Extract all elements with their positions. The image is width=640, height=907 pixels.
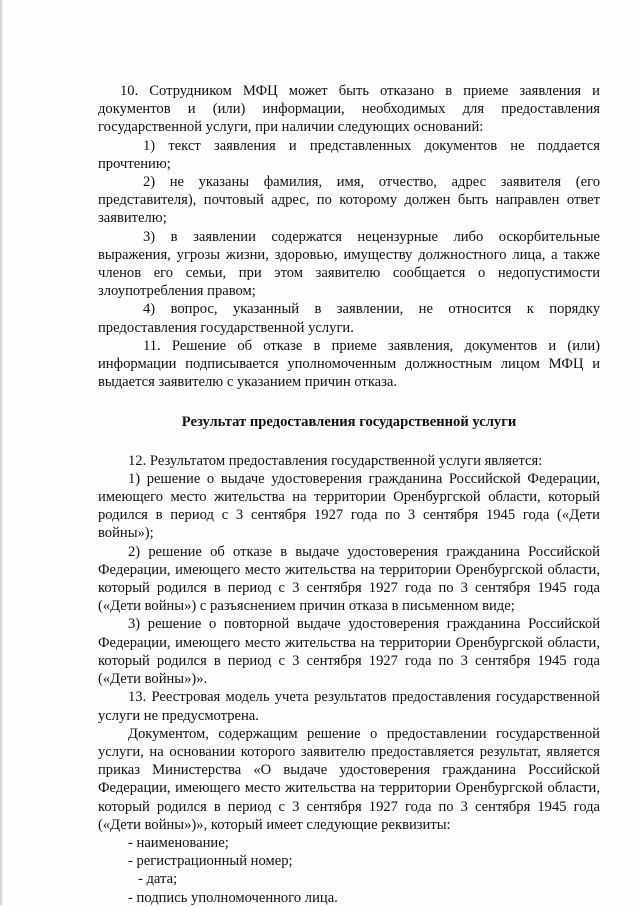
paragraph-12-item-3: 3) решение о повторной выдаче удостоверения гражданина Российской Федерации, имеющего место жительства на территории Оренбургской области, который родился в период с 3 сентября 1927 года по 3 сентября 1945 года («Дети войны»)». [98, 616, 600, 688]
paragraph-10-item-1: 1) текст заявления и представленных документов не поддается прочтению; [98, 137, 600, 172]
requisite-date: - дата; [138, 871, 178, 888]
requisite-signature: - подпись уполномоченного лица. [128, 889, 338, 906]
scan-edge [0, 0, 3, 905]
paragraph-13: 13. Реестровая модель учета результатов предоставления государственной услуги не предусмотрена. [98, 689, 600, 724]
requisite-number: - регистрационный номер; [128, 853, 293, 870]
paragraph-document: Документом, содержащим решение о предоставлении государственной услуги, на основании которого заявителю предоставляется результат, является приказ Министерства «О выдаче удостоверения гражданина Российской Федерации, имеющего место жительства на территории Оренбургской области, который родился в период с 3 сентября 1927 года по 3 сентября 1945 года («Дети войны»)», который имеет следующие реквизиты: [98, 725, 600, 833]
paragraph-10-item-2: 2) не указаны фамилия, имя, отчество, адрес заявителя (его представителя), почтовый адрес, по которому должен быть направлен ответ заявителю; [98, 174, 600, 227]
section-heading: Результат предоставления государственной услуги [181, 414, 517, 431]
paragraph-10-item-3: 3) в заявлении содержатся нецензурные либо оскорбительные выражения, угрозы жизни, здоровью, имуществу должностного лица, а также членов его семьи, при этом заявителю сообщается о недопустимости злоупотребления правом; [98, 228, 600, 300]
paragraph-12-item-2: 2) решение об отказе в выдаче удостоверения гражданина Российской Федерации, имеющего место жительства на территории Оренбургской области, который родился в период с 3 сентября 1927 года по 3 сентября 1945 года («Дети войны») с разъяснением причин отказа в письменном виде; [98, 543, 600, 615]
requisite-name: - наименование; [128, 834, 229, 851]
paragraph-12-item-1: 1) решение о выдаче удостоверения гражданина Российской Федерации, имеющего место жительства на территории Оренбургской области, который родился в период с 3 сентября 1927 года по 3 сентября 1945 года («Дети войны»); [98, 470, 600, 542]
paragraph-10-item-4: 4) вопрос, указанный в заявлении, не относится к порядку предоставления государственной услуги. [98, 301, 600, 336]
paragraph-11: 11. Решение об отказе в приеме заявления, документов и (или) информации подписывается уполномоченным должностным лицом МФЦ и выдается заявителю с указанием причин отказа. [98, 337, 600, 391]
paragraph-12: 12. Результатом предоставления государственной услуги является: [128, 452, 543, 469]
paragraph-10: 10. Сотрудником МФЦ может быть отказано в приеме заявления и документов и (или) информации, необходимых для предоставления государственной услуги, при наличии следующих оснований: [98, 83, 600, 136]
document-body [98, 82, 600, 907]
